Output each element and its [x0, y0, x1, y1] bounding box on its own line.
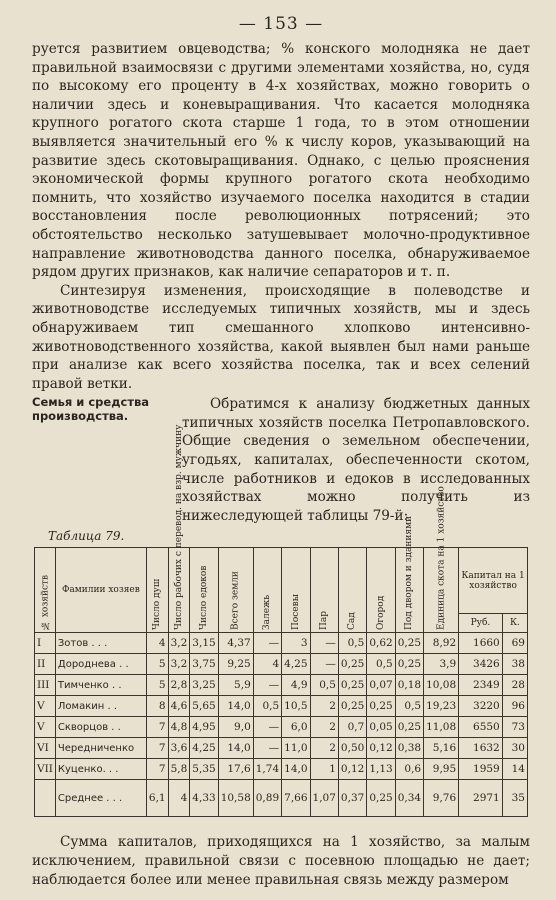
cell-rub: 3426 — [459, 654, 503, 675]
cell-souls: 8 — [146, 696, 168, 717]
cell-sown: 7,66 — [282, 780, 310, 817]
cell-garden: 0,25 — [338, 654, 366, 675]
cell-num: VII — [35, 759, 56, 780]
cell-workers: 3,6 — [168, 738, 190, 759]
cell-name: Скворцов . . — [55, 717, 146, 738]
cell-num: III — [35, 675, 56, 696]
header-fallow: Пар — [310, 548, 338, 633]
paragraph-1: руется развитием овцеводства; % конского молодняка не дает правильной взаимосвязи с другими элементами хозяйства, но, судя по высокому его проценту в 4-х хозяйствах, можно говорить о наличии здесь и коневыращивания. Что касается молодняка крупного рогатого скота старше 1 года, то в этом отношении выявляется значительный его % к числу коров, указывающий на развитие здесь скотовыращивания. Однако, с целью прояснения экономической формы крупного рогатого скота необходимо помнить, что хозяйство изучаемого поселка находится в стадии восстановления после революционных потрясений; это обстоятельство несколько затушевывает молочно-продуктивное направление животноводства данного поселка, обнаруживаемое рядом других признаков, как наличие сепараторов и т. п. — [32, 41, 530, 281]
cell-num: V — [35, 717, 56, 738]
cell-cattle: 19,23 — [424, 696, 459, 717]
cell-cattle: 8,92 — [424, 633, 459, 654]
cell-fallow-land: 0,5 — [253, 696, 281, 717]
cell-yard: 0,6 — [395, 759, 423, 780]
cell-workers: 4,6 — [168, 696, 190, 717]
paragraph-2: Синтезируя изменения, происходящие в полеводстве и животноводстве исследуемых типичных хозяйств, мы и здесь обнаруживаем тип смешанного хлопково интенсивно-животноводственного хозяйства, какой выявлен был нами раньше при анализе как всего хозяйства поселка, так и всех селений правой ветки. — [32, 282, 530, 392]
cell-eaters: 3,25 — [190, 675, 218, 696]
cell-eaters: 5,35 — [190, 759, 218, 780]
cell-name: Зотов . . . — [55, 633, 146, 654]
cell-workers: 5,8 — [168, 759, 190, 780]
header-yard: Под двором и зданиями — [395, 548, 423, 633]
table-header-row — [35, 548, 528, 613]
cell-land: 9,25 — [218, 654, 253, 675]
cell-kop: 35 — [502, 780, 527, 817]
cell-vegetable: 0,25 — [367, 780, 395, 817]
cell-vegetable: 1,13 — [367, 759, 395, 780]
header-souls: Число душ — [146, 548, 168, 633]
header-vegetable: Огород — [367, 548, 395, 633]
cell-fallow: 2 — [310, 696, 338, 717]
cell-kop: 73 — [502, 717, 527, 738]
cell-garden: 0,25 — [338, 696, 366, 717]
header-land: Всего земли — [218, 548, 253, 633]
cell-garden: 0,25 — [338, 675, 366, 696]
cell-vegetable: 0,12 — [367, 738, 395, 759]
cell-num: II — [35, 654, 56, 675]
cell-num: V — [35, 696, 56, 717]
cell-eaters: 4,25 — [190, 738, 218, 759]
cell-land: 14,0 — [218, 696, 253, 717]
cell-souls: 6,1 — [146, 780, 168, 817]
cell-fallow: 1 — [310, 759, 338, 780]
cell-vegetable: 0,5 — [367, 654, 395, 675]
section-text — [182, 395, 530, 525]
cell-vegetable: 0,05 — [367, 717, 395, 738]
cell-workers: 3,2 — [168, 654, 190, 675]
header-capital: Капитал на 1 хозяйство — [459, 548, 528, 613]
cell-yard: 0,18 — [395, 675, 423, 696]
cell-sown: 6,0 — [282, 717, 310, 738]
cell-name: Тимченко . . — [55, 675, 146, 696]
cell-fallow: 1,07 — [310, 780, 338, 817]
cell-rub: 1660 — [459, 633, 503, 654]
cell-workers: 4,8 — [168, 717, 190, 738]
cell-garden: 0,5 — [338, 633, 366, 654]
cell-garden: 0,12 — [338, 759, 366, 780]
cell-land: 17,6 — [218, 759, 253, 780]
cell-kop: 30 — [502, 738, 527, 759]
header-garden: Сад — [338, 548, 366, 633]
cell-cattle: 3,9 — [424, 654, 459, 675]
cell-name: Куценко. . . — [55, 759, 146, 780]
cell-fallow-land: — — [253, 633, 281, 654]
cell-rub: 3220 — [459, 696, 503, 717]
paragraph-3: Обратимся к анализу бюджетных данных типичных хозяйств поселка Петропавловского. Общие сведения о земельном обеспечении, угодьях, капиталах, обеспеченности скотом, числе работников и едоков в исследованных хозяйствах можно получить из нижеследующей таблицы 79-й: — [182, 396, 530, 524]
cell-souls: 7 — [146, 717, 168, 738]
cell-num: VI — [35, 738, 56, 759]
cell-land: 10,58 — [218, 780, 253, 817]
cell-eaters: 4,33 — [190, 780, 218, 817]
cell-land: 5,9 — [218, 675, 253, 696]
cell-vegetable: 0,62 — [367, 633, 395, 654]
table-row — [35, 717, 528, 738]
cell-fallow-land: 0,89 — [253, 780, 281, 817]
cell-yard: 0,25 — [395, 717, 423, 738]
header-workers: Число рабочих с перевод. на взр. мужчину — [168, 548, 190, 633]
cell-workers: 3,2 — [168, 633, 190, 654]
cell-num: I — [35, 633, 56, 654]
header-num: № хозяйств — [35, 548, 56, 633]
page-number: — 153 — — [238, 14, 324, 34]
table-row — [35, 654, 528, 675]
cell-name: Ломакин . . — [55, 696, 146, 717]
cell-cattle: 10,08 — [424, 675, 459, 696]
section-family — [32, 395, 530, 525]
cell-rub: 2349 — [459, 675, 503, 696]
table-row — [35, 675, 528, 696]
cell-rub: 6550 — [459, 717, 503, 738]
table-body — [35, 633, 528, 817]
header-fallow-land: Залежь — [253, 548, 281, 633]
cell-yard: 0,38 — [395, 738, 423, 759]
table-caption: Таблица 79. — [48, 529, 125, 544]
cell-rub: 1632 — [459, 738, 503, 759]
cell-garden: 0,50 — [338, 738, 366, 759]
cell-souls: 4 — [146, 633, 168, 654]
cell-name: Среднее . . . — [55, 780, 146, 817]
cell-garden: 0,7 — [338, 717, 366, 738]
cell-kop: 96 — [502, 696, 527, 717]
cell-garden: 0,37 — [338, 780, 366, 817]
cell-vegetable: 0,07 — [367, 675, 395, 696]
cell-yard: 0,34 — [395, 780, 423, 817]
table-average-row — [35, 780, 528, 817]
cell-fallow-land: — — [253, 717, 281, 738]
cell-fallow-land: 1,74 — [253, 759, 281, 780]
cell-fallow: — — [310, 633, 338, 654]
cell-souls: 5 — [146, 654, 168, 675]
cell-fallow-land: 4 — [253, 654, 281, 675]
cell-souls: 7 — [146, 759, 168, 780]
cell-cattle: 5,16 — [424, 738, 459, 759]
cell-fallow: 2 — [310, 738, 338, 759]
cell-eaters: 3,75 — [190, 654, 218, 675]
cell-kop: 38 — [502, 654, 527, 675]
cell-eaters: 3,15 — [190, 633, 218, 654]
cell-sown: 14,0 — [282, 759, 310, 780]
cell-sown: 10,5 — [282, 696, 310, 717]
cell-eaters: 4,95 — [190, 717, 218, 738]
cell-sown: 4,25 — [282, 654, 310, 675]
cell-fallow-land: — — [253, 738, 281, 759]
cell-workers: 2,8 — [168, 675, 190, 696]
cell-yard: 0,5 — [395, 696, 423, 717]
cell-cattle: 9,76 — [424, 780, 459, 817]
cell-fallow: — — [310, 654, 338, 675]
cell-sown: 3 — [282, 633, 310, 654]
header-sown: Посевы — [282, 548, 310, 633]
header-kop: К. — [502, 613, 527, 633]
table-row — [35, 738, 528, 759]
cell-vegetable: 0,25 — [367, 696, 395, 717]
cell-souls: 5 — [146, 675, 168, 696]
cell-cattle: 9,95 — [424, 759, 459, 780]
cell-rub: 1959 — [459, 759, 503, 780]
cell-yard: 0,25 — [395, 654, 423, 675]
paragraph-4: Сумма капиталов, приходящихся на 1 хозяйство, за малым исключением, правильной связи с посевною площадью не дает; наблюдается более или менее правильная связь между размером — [32, 834, 530, 888]
cell-fallow-land: — — [253, 675, 281, 696]
cell-kop: 69 — [502, 633, 527, 654]
cell-sown: 11,0 — [282, 738, 310, 759]
table-row — [35, 759, 528, 780]
cell-workers: 4 — [168, 780, 190, 817]
header-rub: Руб. — [459, 613, 503, 633]
cell-name: Чередниченко — [55, 738, 146, 759]
cell-rub: 2971 — [459, 780, 503, 817]
cell-num — [35, 780, 56, 817]
cell-land: 9,0 — [218, 717, 253, 738]
cell-cattle: 11,08 — [424, 717, 459, 738]
cell-kop: 14 — [502, 759, 527, 780]
header-name: Фамилии хозяев — [55, 548, 146, 633]
cell-fallow: 0,5 — [310, 675, 338, 696]
cell-name: Дороднева . . — [55, 654, 146, 675]
cell-kop: 28 — [502, 675, 527, 696]
cell-fallow: 2 — [310, 717, 338, 738]
table-row — [35, 633, 528, 654]
cell-sown: 4,9 — [282, 675, 310, 696]
cell-land: 4,37 — [218, 633, 253, 654]
side-heading: Семья и средства производства. — [32, 395, 150, 424]
header-eaters: Число едоков — [190, 548, 218, 633]
cell-land: 14,0 — [218, 738, 253, 759]
cell-eaters: 5,65 — [190, 696, 218, 717]
cell-yard: 0,25 — [395, 633, 423, 654]
header-cattle: Единица скота на 1 хозяйство — [424, 548, 459, 633]
cell-souls: 7 — [146, 738, 168, 759]
table-row — [35, 696, 528, 717]
